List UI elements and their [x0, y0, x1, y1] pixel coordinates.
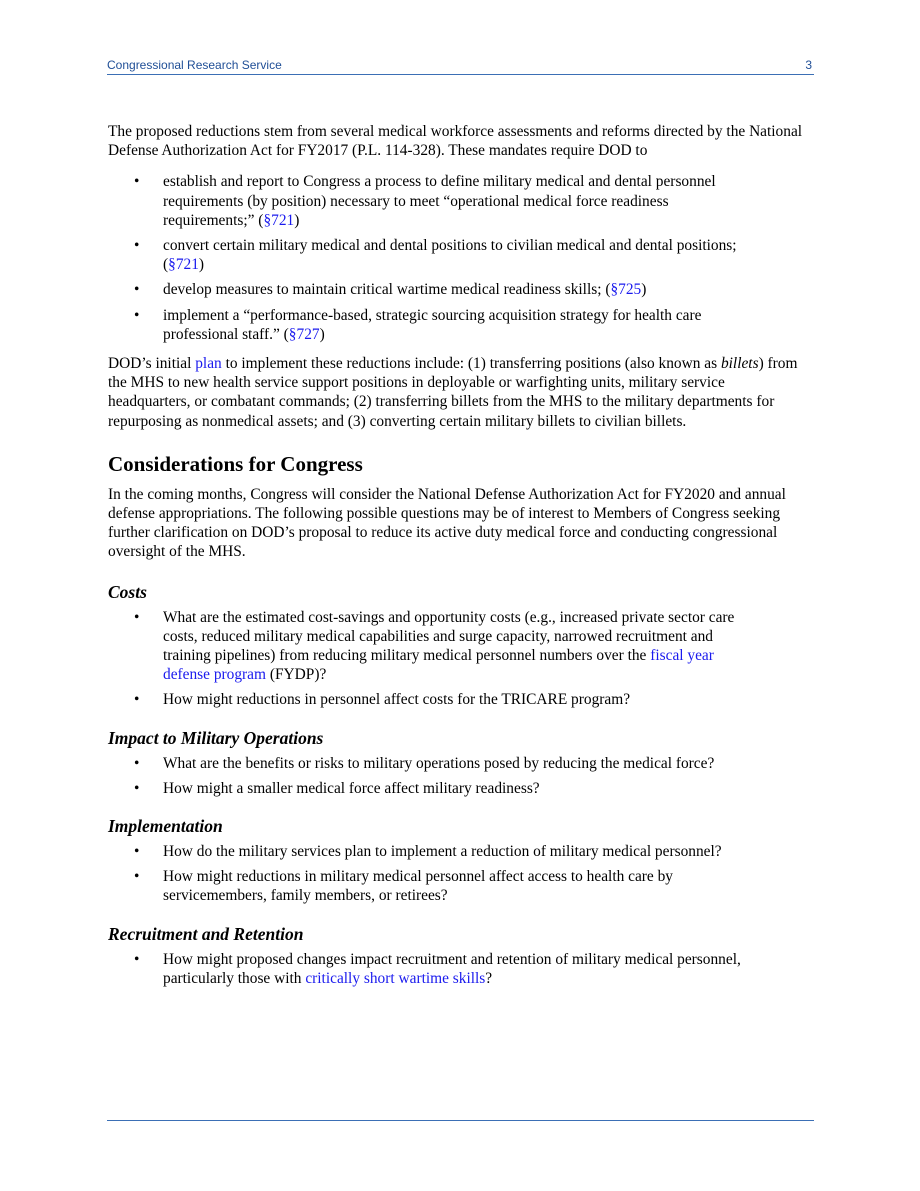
considerations-paragraph: In the coming months, Congress will consider the National Defense Authorization Act for FY2020 and annual defense appropriations. The following possible questions may be of interest to Members of Congress seeking further clarification on DOD’s proposal to reduce its active duty medical force and conducting congressional oversight of the MHS. [108, 485, 786, 561]
running-header [107, 58, 814, 75]
wartime-skills-link[interactable]: critically short wartime skills [305, 969, 486, 987]
intro-paragraph: The proposed reductions stem from several medical workforce assessments and reforms directed by the National Defense Authorization Act for FY2017 (P.L. 114-328). These mandates require DOD to [108, 123, 803, 160]
section-link[interactable]: §721 [168, 256, 199, 274]
list-item: • implement a “performance-based, strategic sourcing acquisition strategy for health care professional staff.” (§727) [134, 306, 702, 343]
document-body [108, 122, 813, 988]
bullet-icon: • [134, 306, 140, 324]
list-item: • establish and report to Congress a process to define military medical and dental personnel requirements (by position) necessary to meet “operational medical force readiness requirements;” (§721) [134, 173, 716, 229]
operations-list [108, 754, 813, 798]
fydp-link[interactable]: fiscal year defense program [163, 647, 714, 684]
bullet-icon: • [134, 950, 140, 968]
mandates-list [108, 172, 813, 344]
bullet-icon: • [134, 237, 140, 255]
bullet-icon: • [134, 868, 140, 886]
list-item: • What are the benefits or risks to military operations posed by reducing the medical force? [134, 754, 715, 772]
bullet-icon: • [134, 281, 140, 299]
recruitment-list [108, 950, 813, 988]
list-item: • How might reductions in military medical personnel affect access to health care by servicemembers, family members, or retirees? [134, 868, 673, 905]
list-item: • develop measures to maintain critical wartime medical readiness skills; (§725) [134, 281, 647, 299]
bullet-icon: • [134, 173, 140, 191]
subsection-heading: Costs [108, 581, 147, 602]
section-link[interactable]: §725 [610, 281, 642, 299]
list-item: • How might reductions in personnel affect costs for the TRICARE program? [134, 691, 631, 709]
footer-divider [107, 1120, 814, 1121]
list-item: • What are the estimated cost-savings and opportunity costs (e.g., increased private sector care costs, reduced military medical capabilities and surge capacity, narrowed recruitment and training pipelines) from reducing military medical personnel numbers over the fiscal year defense program (FYDP)? [134, 608, 735, 684]
list-item: • convert certain military medical and dental positions to civilian medical and dental positions; (§721) [134, 237, 737, 274]
implementation-list [108, 842, 813, 906]
plan-link[interactable]: plan [195, 355, 222, 373]
costs-list [108, 608, 813, 710]
section-link[interactable]: §721 [263, 211, 295, 229]
bullet-icon: • [134, 779, 140, 797]
bullet-icon: • [134, 691, 140, 709]
list-item: • How do the military services plan to implement a reduction of military medical personnel? [134, 843, 722, 861]
page-number: 3 [805, 58, 812, 72]
plan-paragraph: DOD’s initial plan to implement these reductions include: (1) transferring positions (also known as billets) from the MHS to new health service support positions in deployable or warfighting units, military service headquarters, or combatant commands; (2) transferring billets from the MHS to the military departments for repurposing as nonmedical assets; and (3) converting certain military billets to civilian billets. [108, 355, 798, 430]
header-org: Congressional Research Service [107, 58, 282, 72]
list-item: • How might proposed changes impact recruitment and retention of military medical personnel, particularly those with critically short wartime skills? [134, 950, 741, 987]
list-item: • How might a smaller medical force affect military readiness? [134, 779, 540, 797]
subsection-heading: Recruitment and Retention [108, 923, 304, 944]
section-heading: Considerations for Congress [108, 451, 363, 476]
section-link[interactable]: §727 [288, 325, 320, 343]
bullet-icon: • [134, 754, 140, 772]
bullet-icon: • [134, 608, 140, 626]
subsection-heading: Implementation [108, 816, 223, 837]
bullet-icon: • [134, 843, 140, 861]
subsection-heading: Impact to Military Operations [108, 727, 324, 748]
